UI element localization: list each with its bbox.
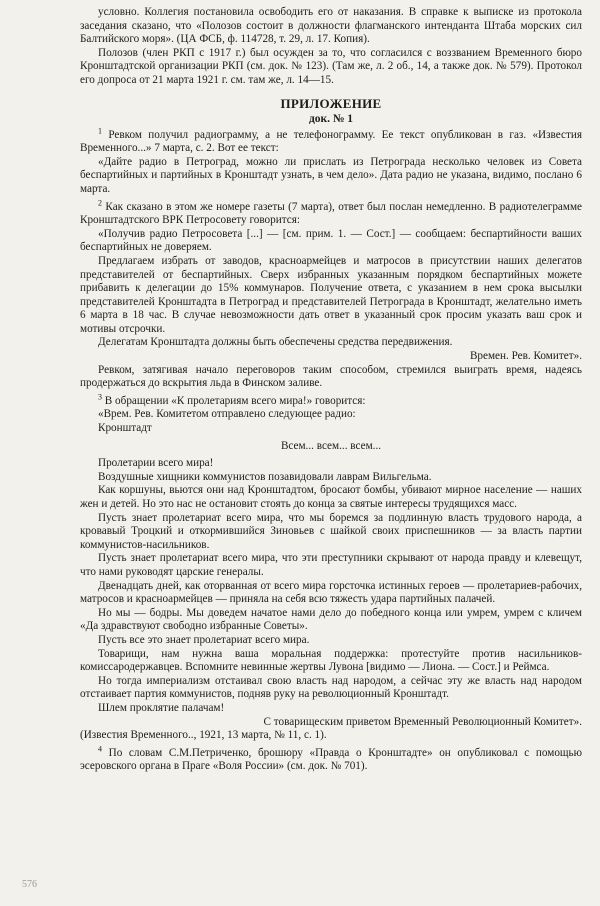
paragraph-text: Ревком получил радиограмму, а не телефонограмму. Ее текст опубликован в газ. «Известия Временного...» 7 марта, с. 2. Вот ее текст: xyxy=(80,128,583,155)
paragraph: Пусть все это знает пролетариат всего мира. xyxy=(98,633,310,646)
paragraph: Но мы — бодры. Мы доведем начатое нами дело до победного конца или умрем, умрем с кличем «Да здравствуют свободно избранные Советы». xyxy=(80,606,582,633)
paragraph: Шлем проклятие палачам! xyxy=(98,701,225,714)
paragraph: Ревком, затягивая начало переговоров таким способом, стремился выиграть время, надеясь продержаться до вскрытия льда в Финском заливе. xyxy=(80,363,582,390)
page-number: 576 xyxy=(22,879,37,890)
paragraph: Делегатам Кронштадта должны быть обеспечены средства передвижения. xyxy=(98,336,453,349)
paragraph: Воздушные хищники коммунистов позавидовали лаврам Вильгельма. xyxy=(98,470,432,483)
paragraph: Пролетарии всего мира! xyxy=(98,457,214,470)
paragraph: Кронштадт xyxy=(98,422,152,435)
paragraph: Двенадцать дней, как оторванная от всего мира горсточка истинных героев — пролетариев-рабочих, матросов и красноармейцев — приняла на себя всю тяжесть удара партийных палачей. xyxy=(80,579,582,606)
paragraph: «Дайте радио в Петроград, можно ли прислать из Петрограда несколько человек из Совета беспартийных и партийных в Кронштадт узнать, в чем дело». Дата радио не указана, видимо, послано 6 марта. xyxy=(80,155,582,195)
footnote-marker: 4 xyxy=(98,743,102,753)
footnote-1 xyxy=(80,125,583,156)
paragraph-text: В обращении «К пролетариям всего мира!» говорится: xyxy=(104,394,366,407)
paragraph: «Получив радио Петросовета [...] — [см. прим. 1. — Сост.] — сообщаем: беспартийности ваших беспартийных не доверяем. xyxy=(80,227,582,254)
paragraph-text: Как сказано в этом же номере газеты (7 марта), ответ был послан немедленно. В радиотелеграмме Кронштадтского ВРК Петросовету говорится: xyxy=(80,200,583,227)
footnote-marker: 3 xyxy=(98,392,102,402)
paragraph: Но тогда империализм отстаивал свою власть над народом, а сейчас эту же власть над народом отстаивает партия коммунистов, подняв руку на революционный Кронштадт. xyxy=(80,674,582,701)
paragraph: Как коршуны, вьются они над Кронштадтом, бросают бомбы, убивают мирное население — наших жен и детей. Но это нас не остановит стоять до конца за святые интересы трудящихся масс. xyxy=(80,484,582,510)
signature: Времен. Рев. Комитет». xyxy=(469,350,582,363)
footnote-marker: 2 xyxy=(98,197,102,207)
footnote-2 xyxy=(80,197,583,228)
paragraph: Пусть знает пролетариат всего мира, что мы боремся за подлинную власть трудового народа, а кровавый Троцкий и откормившийся Зиновьев с шайкой своих приспешников — за власть партии коммунистов-насильников. xyxy=(80,511,582,551)
paragraph: Пусть знает пролетариат всего мира, что эти преступники скрывают от народа правду и клевещут, что нами руководят царские генералы. xyxy=(80,552,582,578)
paragraph: Полозов (член РКП с 1917 г.) был осужден за то, что согласился с воззванием Временного бюро Кронштадтской организации РКП (см. док. № 123). (Там же, л. 2 об., 14, а также док. № 579). Протокол его допроса от 21 марта 1921 г. см. там же, л. 14—15. xyxy=(80,46,582,86)
footnote-3 xyxy=(80,392,582,409)
signature: С товарищеским приветом Временный Революционный Комитет». xyxy=(263,715,582,728)
paragraph-text: По словам С.М.Петриченко, брошюру «Правда о Кронштадте» он опубликовал с помощью эсеровского органа в Праге «Воля России» (см. док. № 701). xyxy=(80,746,582,773)
footnote-marker: 1 xyxy=(98,125,102,135)
address-line: Всем... всем... всем... xyxy=(280,439,382,452)
paragraph: Товарищи, нам нужна ваша моральная поддержка: протестуйте против насильников-комиссародержавцев. Вспомните невинные жертвы Лувона [видимо — Лиона. — Сост.] и Реймса. xyxy=(80,647,582,674)
citation: (Известия Временного.., 1921, 13 марта, № 11, с. 1). xyxy=(80,729,327,742)
paragraph: Предлагаем избрать от заводов, красноармейцев и матросов в присутствии наших делегатов представителей от беспартийных. Сверх избранных указанным порядком беспартийных можете прибавить к делегации до 15% коммунаров. Получение ответа, с указанием в нем срока высылки представителей Кронштадта в Петроград и представителей Петрограда в Кронштадт, желательно иметь 6 марта в 18 час. В случае невозможности дать ответ в указанный срок просим указать ваш срок и мотивы отсрочки. xyxy=(80,254,582,335)
footnote-4 xyxy=(80,743,582,774)
appendix-title: ПРИЛОЖЕНИЕ xyxy=(280,95,382,111)
document-number: док. № 1 xyxy=(308,112,354,125)
paragraph: «Врем. Рев. Комитетом отправлено следующее радио: xyxy=(98,408,356,421)
paragraph: условно. Коллегия постановила освободить его от наказания. В справке к выписке из протокола заседания сказано, что «Полозов состоит в должности флагманского интенданта Штаба морских сил Балтийского моря». (ЦА ФСБ, ф. 114728, т. 29, л. 17. Копия). xyxy=(80,6,582,46)
